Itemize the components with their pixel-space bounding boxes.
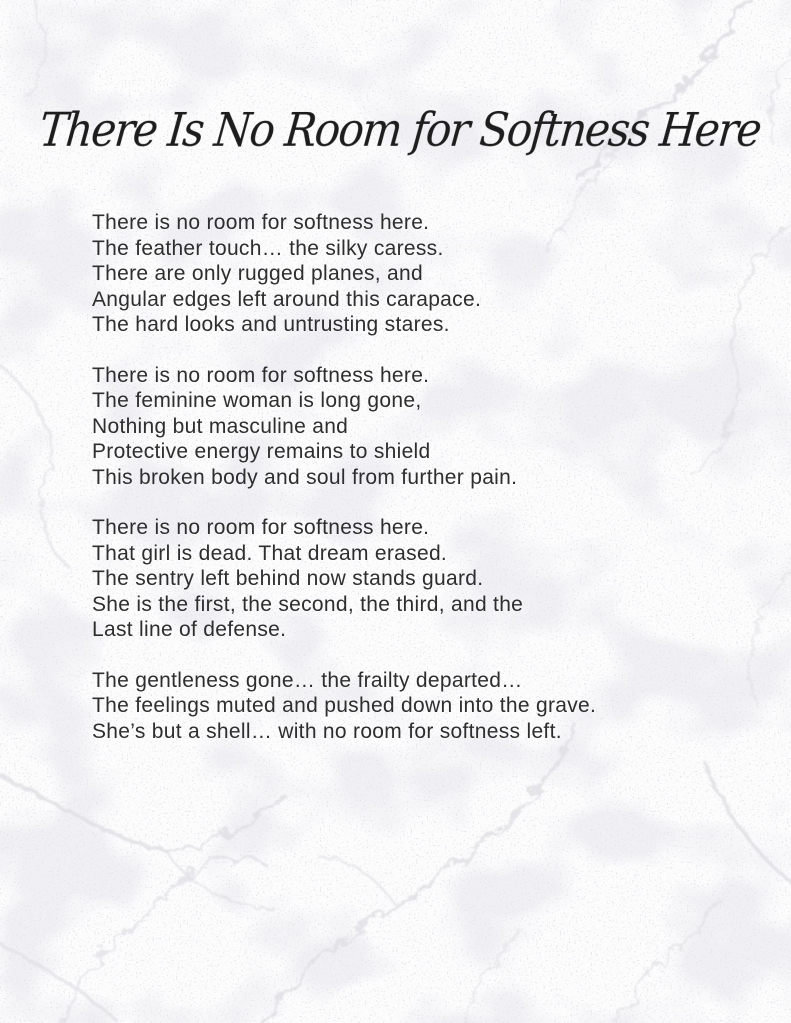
poem-line: There are only rugged planes, and — [92, 262, 423, 285]
poem-line: That girl is dead. That dream erased. — [92, 541, 448, 565]
poem-line: Angular edges left around this carapace. — [92, 287, 482, 311]
poem-line: The feelings muted and pushed down into the grave. — [92, 694, 597, 717]
poem-title: There Is No Room for Softness Here — [36, 103, 763, 158]
poem-body — [92, 210, 732, 769]
poem-line: Protective energy remains to shield — [92, 440, 431, 463]
poem-line: She’s but a shell… with no room for softness left. — [92, 719, 562, 743]
poem-line: The gentleness gone… the frailty departed… — [92, 668, 523, 692]
poem-stanza — [92, 515, 732, 643]
poem-stanza — [92, 210, 732, 338]
poem-line: There is no room for softness here. — [92, 363, 430, 387]
poem-line: This broken body and soul from further pain. — [92, 465, 518, 489]
poem-line: Last line of defense. — [92, 618, 287, 641]
poem-stanza — [92, 363, 732, 491]
poem-line: She is the first, the second, the third, and the — [92, 592, 524, 616]
poem-line: There is no room for softness here. — [92, 516, 430, 539]
poem-line: The sentry left behind now stands guard. — [92, 567, 484, 590]
poem-line: Nothing but masculine and — [92, 414, 349, 438]
poem-line: The hard looks and untrusting stares. — [92, 313, 450, 336]
poem-line: The feather touch… the silky caress. — [92, 236, 444, 260]
poem-line: There is no room for softness here. — [92, 211, 430, 234]
poem-stanza — [92, 668, 732, 745]
poem-line: The feminine woman is long gone, — [92, 389, 422, 412]
